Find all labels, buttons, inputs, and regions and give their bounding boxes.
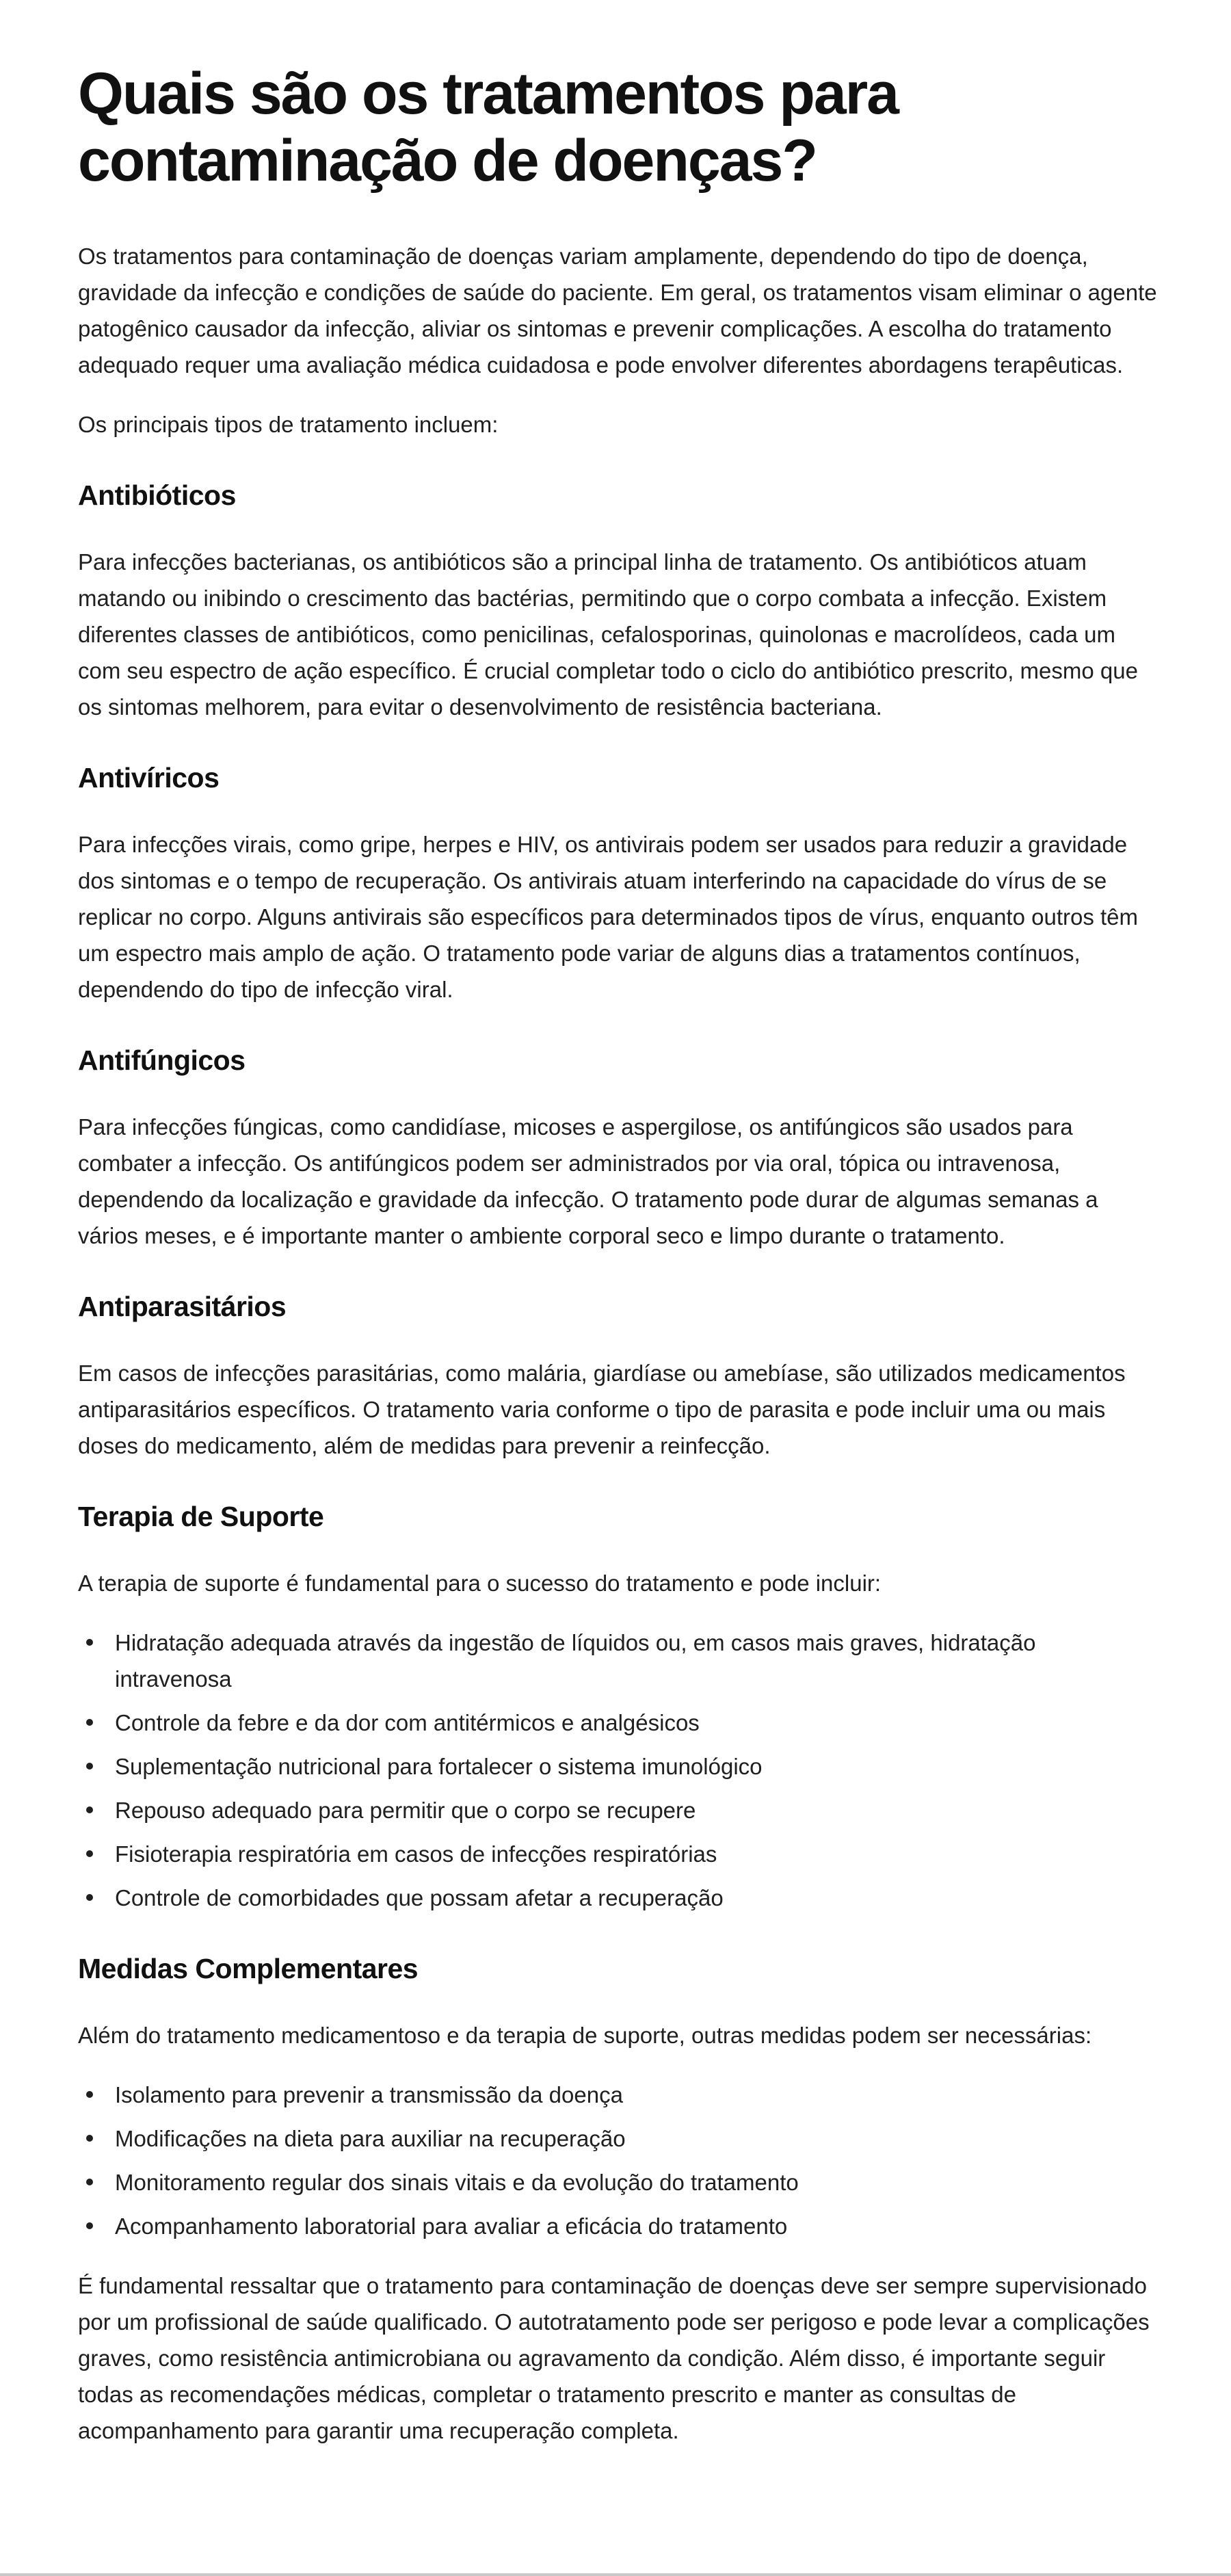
section-paragraph: Em casos de infecções parasitárias, como malária, giardíase ou amebíase, são utilizados medicamentos antiparasitários específicos. O tratamento varia conforme o tipo de parasita e pode incluir uma ou mais doses do medicamento, além de medidas para prevenir a reinfecção.	[78, 1361, 1126, 1458]
section-heading: Antibióticos	[78, 479, 236, 511]
section-antiviricos	[78, 761, 1159, 1008]
list-item: Acompanhamento laboratorial para avaliar a eficácia do tratamento	[115, 2208, 1159, 2244]
section-heading: Medidas Complementares	[78, 1953, 419, 1984]
section-antifungicos	[78, 1043, 1159, 1254]
list-item: Controle da febre e da dor com antitérmicos e analgésicos	[115, 1705, 1159, 1741]
section-medidas-complementares	[78, 1951, 1159, 2244]
conclusion-paragraph: É fundamental ressaltar que o tratamento para contaminação de doenças deve ser sempre supervisionado por um profissional de saúde qualificado. O autotratamento pode ser perigoso e pode levar a complicações graves, como resistência antimicrobiana ou agravamento da condição. Além disso, é importante seguir todas as recomendações médicas, completar o tratamento prescrito e manter as consultas de acompanhamento para garantir uma recuperação completa.	[78, 2273, 1150, 2443]
article-title: Quais são os tratamentos para contaminação de doenças?	[78, 61, 898, 194]
section-antiparasitarios	[78, 1289, 1159, 1464]
section-heading: Antiparasitários	[78, 1291, 287, 1322]
section-paragraph: Para infecções virais, como gripe, herpes e HIV, os antivirais podem ser usados para reduzir a gravidade dos sintomas e o tempo de recuperação. Os antivirais atuam interferindo na capacidade do vírus de se replicar no corpo. Alguns antivirais são específicos para determinados tipos de vírus, enquanto outros têm um espectro mais amplo de ação. O tratamento pode variar de alguns dias a tratamentos contínuos, dependendo do tipo de infecção viral.	[78, 832, 1139, 1002]
list-item: Isolamento para prevenir a transmissão da doença	[115, 2077, 1159, 2113]
intro-lead-paragraph: Os principais tipos de tratamento incluem:	[78, 412, 499, 437]
bullet-list	[78, 2077, 1159, 2244]
list-item: Suplementação nutricional para fortalecer o sistema imunológico	[115, 1748, 1159, 1785]
section-antibioticos	[78, 478, 1159, 725]
section-paragraph: Além do tratamento medicamentoso e da terapia de suporte, outras medidas podem ser necessárias:	[78, 2023, 1092, 2048]
article	[78, 60, 1159, 2472]
list-item: Repouso adequado para permitir que o corpo se recupere	[115, 1792, 1159, 1828]
bottom-divider	[0, 2573, 1231, 2576]
intro-paragraph: Os tratamentos para contaminação de doenças variam amplamente, dependendo do tipo de doença, gravidade da infecção e condições de saúde do paciente. Em geral, os tratamentos visam eliminar o agente patogênico causador da infecção, aliviar os sintomas e prevenir complicações. A escolha do tratamento adequado requer uma avaliação médica cuidadosa e pode envolver diferentes abordagens terapêuticas.	[78, 244, 1157, 378]
section-paragraph: A terapia de suporte é fundamental para o sucesso do tratamento e pode incluir:	[78, 1570, 882, 1596]
list-item: Fisioterapia respiratória em casos de infecções respiratórias	[115, 1836, 1159, 1872]
section-heading: Terapia de Suporte	[78, 1501, 324, 1532]
list-item: Modificações na dieta para auxiliar na recuperação	[115, 2120, 1159, 2157]
section-heading: Antivíricos	[78, 762, 220, 793]
section-terapia-de-suporte	[78, 1499, 1159, 1916]
section-paragraph: Para infecções fúngicas, como candidíase, micoses e aspergilose, os antifúngicos são usados para combater a infecção. Os antifúngicos podem ser administrados por via oral, tópica ou intravenosa, dependendo da localização e gravidade da infecção. O tratamento pode durar de algumas semanas a vários meses, e é importante manter o ambiente corporal seco e limpo durante o tratamento.	[78, 1114, 1098, 1248]
list-item: Controle de comorbidades que possam afetar a recuperação	[115, 1880, 1159, 1916]
list-item: Hidratação adequada através da ingestão de líquidos ou, em casos mais graves, hidratação intravenosa	[115, 1625, 1159, 1697]
section-paragraph: Para infecções bacterianas, os antibióticos são a principal linha de tratamento. Os antibióticos atuam matando ou inibindo o crescimento das bactérias, permitindo que o corpo combata a infecção. Existem diferentes classes de antibióticos, como penicilinas, cefalosporinas, quinolonas e macrolídeos, cada um com seu espectro de ação específico. É crucial completar todo o ciclo do antibiótico prescrito, mesmo que os sintomas melhorem, para evitar o desenvolvimento de resistência bacteriana.	[78, 549, 1138, 720]
list-item: Monitoramento regular dos sinais vitais e da evolução do tratamento	[115, 2164, 1159, 2200]
section-heading: Antifúngicos	[78, 1044, 246, 1076]
bullet-list	[78, 1625, 1159, 1916]
